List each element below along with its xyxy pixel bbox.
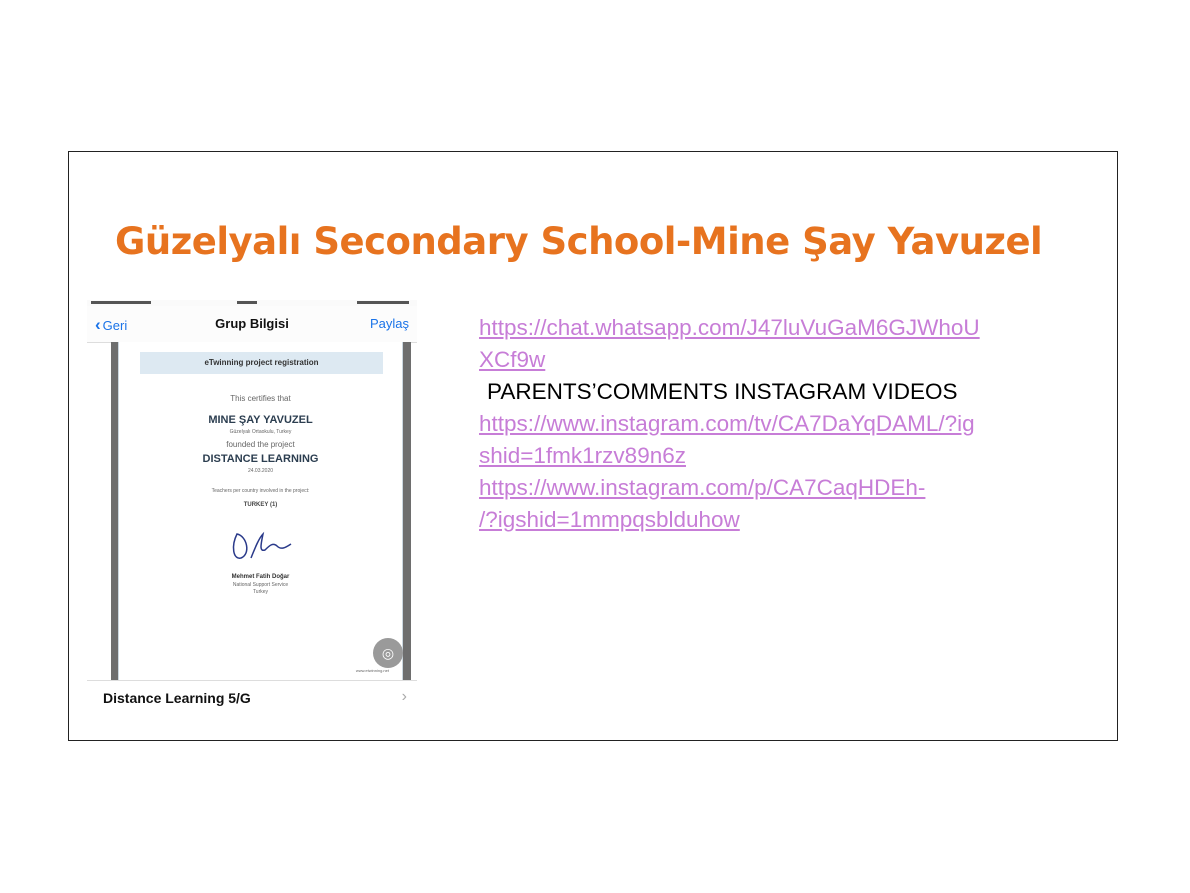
instagram-tv-link-line-2[interactable]: shid=1fmk1rzv89n6z	[479, 443, 686, 468]
signer-name: Mehmet Fatih Doğar	[231, 574, 290, 580]
instagram-tv-link-line-1[interactable]: https://www.instagram.com/tv/CA7DaYqDAML/?ig	[479, 411, 975, 436]
signature-icon	[229, 528, 299, 568]
phone-screenshot	[87, 300, 417, 718]
certificate-date: 24.03.2020	[247, 468, 274, 474]
slide	[68, 151, 1118, 741]
certificate-country: TURKEY (1)	[243, 502, 278, 508]
whatsapp-link-line-1[interactable]: https://chat.whatsapp.com/J47luVuGaM6GJWhoU	[479, 315, 980, 340]
certificate-footer: www.etwinning.net	[355, 668, 389, 673]
certificate-certifies: This certifies that	[230, 394, 291, 403]
signer-role: National Support Service	[232, 582, 289, 588]
instagram-post-link-line-2[interactable]: /?igshid=1mmpqsblduhow	[479, 507, 740, 532]
nav-title: Grup Bilgisi	[215, 316, 289, 331]
back-label: Geri	[102, 318, 128, 333]
group-row[interactable]	[87, 680, 417, 718]
certificate-teachers: Teachers per country involved in the project:	[211, 488, 310, 494]
certificate	[118, 342, 403, 680]
camera-icon[interactable]: ◎	[373, 638, 403, 668]
certificate-school: Güzelyalı Ortaokulu, Turkey	[229, 429, 292, 435]
instagram-post-link-line-1[interactable]: https://www.instagram.com/p/CA7CaqHDEh-	[479, 475, 926, 500]
whatsapp-link-line-2[interactable]: XCf9w	[479, 347, 546, 372]
chevron-left-icon: ‹	[95, 315, 101, 334]
certificate-viewer	[111, 342, 411, 680]
group-label: Distance Learning 5/G	[103, 690, 251, 706]
slide-title: Güzelyalı Secondary School-Mine Şay Yavuzel	[115, 220, 1043, 263]
links-block	[479, 312, 1079, 536]
signer-country: Turkey	[252, 589, 269, 595]
certificate-header: eTwinning project registration	[140, 352, 383, 374]
certificate-founded: founded the project	[226, 440, 295, 449]
certificate-name: MINE ŞAY YAVUZEL	[208, 414, 313, 426]
share-button[interactable]: Paylaş	[369, 316, 409, 331]
certificate-project: DISTANCE LEARNING	[202, 453, 319, 465]
chevron-right-icon: ›	[401, 688, 407, 705]
nav-bar	[87, 306, 417, 343]
instagram-videos-heading: PARENTS’COMMENTS INSTAGRAM VIDEOS	[487, 379, 958, 404]
